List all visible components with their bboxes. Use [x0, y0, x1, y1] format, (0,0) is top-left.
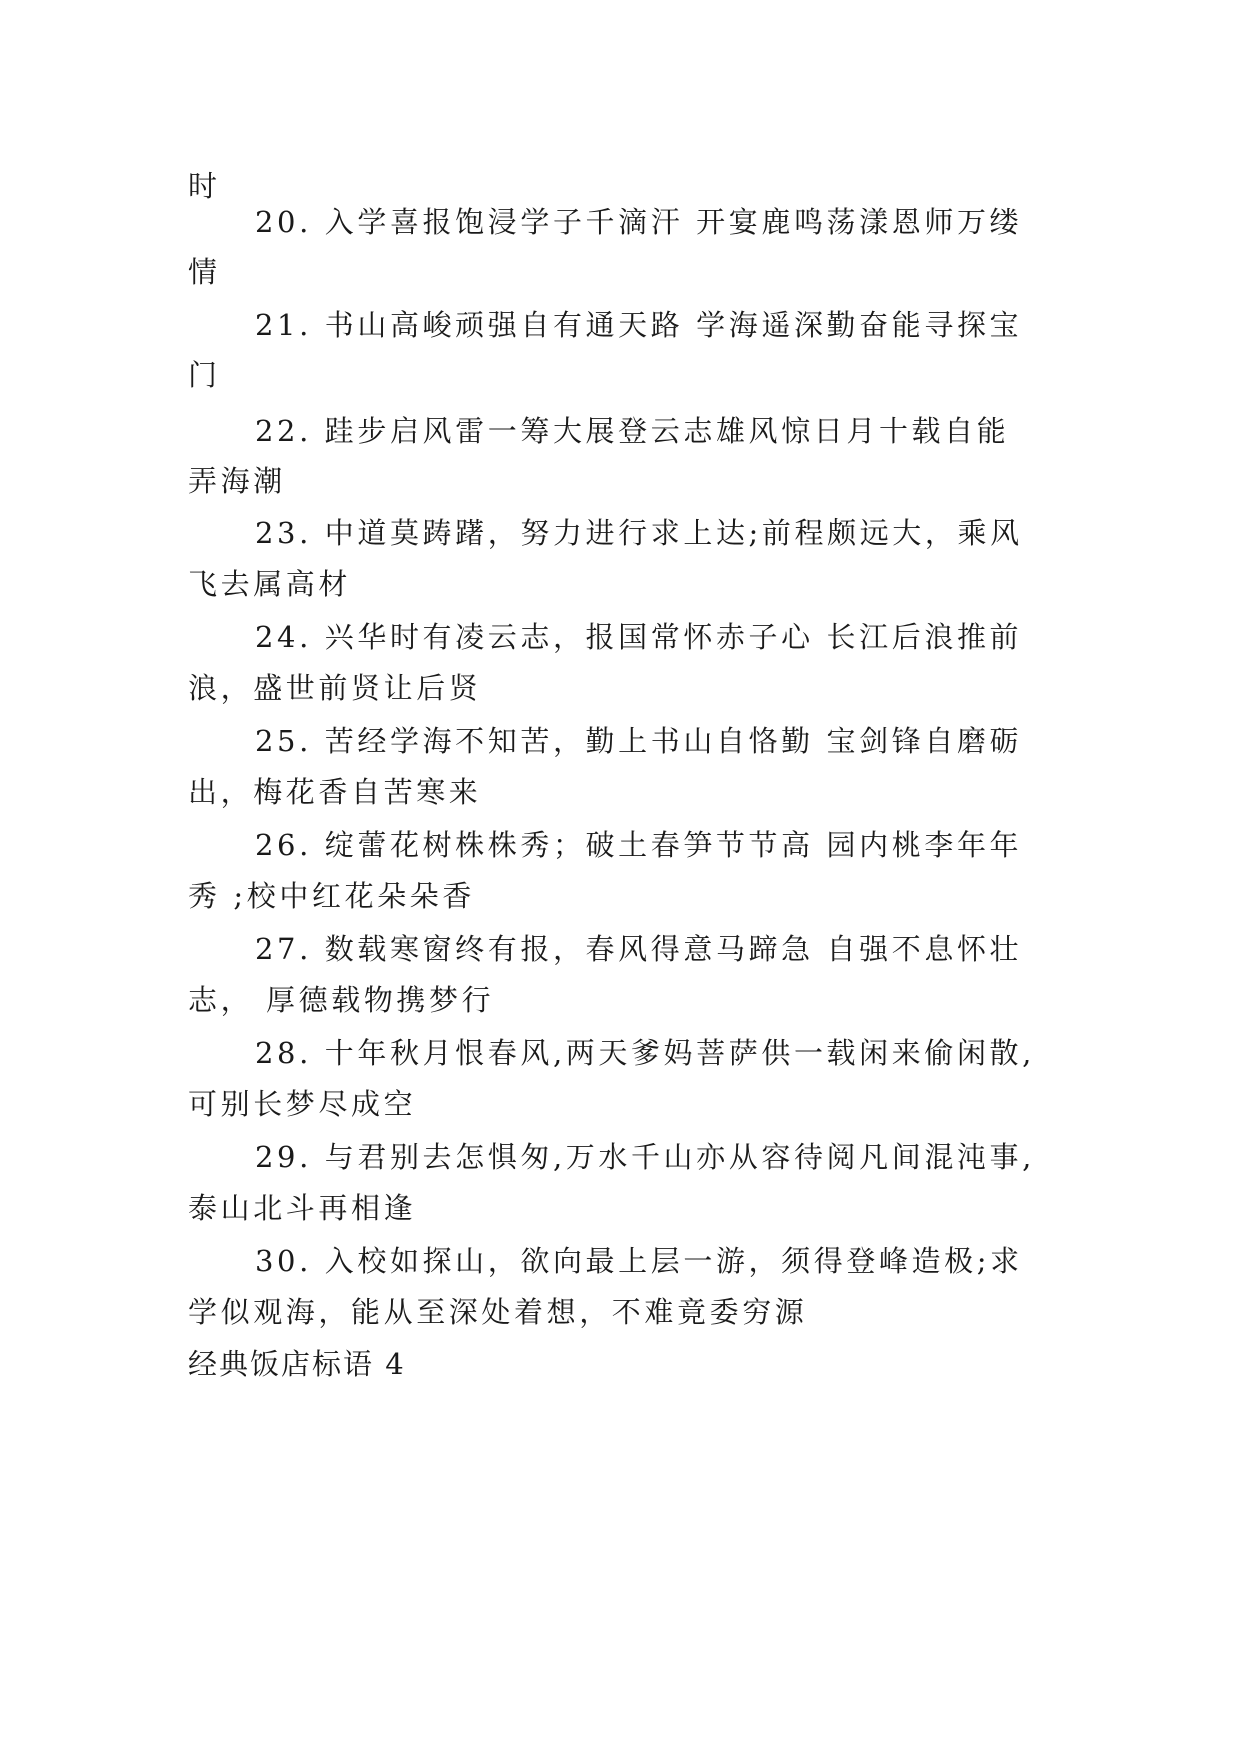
slogan-22-line-2: 弄海潮 [188, 464, 286, 498]
slogan-25-line-1: 25. 苦经学海不知苦，勤上书山自恪勤 宝剑锋自磨砺 [255, 724, 1023, 758]
slogan-20-line-2: 情 [188, 255, 221, 289]
text-line: 时 [188, 169, 221, 203]
slogan-25-line-2: 出，梅花香自苦寒来 [188, 775, 482, 809]
slogan-24-line-2: 浪，盛世前贤让后贤 [188, 671, 482, 705]
slogan-30-line-2: 学似观海，能从至深处着想，不难竟委穷源 [188, 1295, 808, 1329]
slogan-28-line-2: 可别长梦尽成空 [188, 1087, 417, 1121]
slogan-21-line-1: 21. 书山高峻顽强自有通天路 学海遥深勤奋能寻探宝 [255, 308, 1023, 342]
slogan-28-line-1: 28. 十年秋月恨春风,两天爹妈菩萨供一载闲来偷闲散, [255, 1036, 1035, 1070]
slogan-22-line-1: 22. 跬步启风雷一筹大展登云志雄风惊日月十载自能 [255, 414, 1010, 448]
slogan-26-line-1: 26. 绽蕾花树株株秀；破土春笋节节高 园内桃李年年 [255, 828, 1023, 862]
slogan-23-line-2: 飞去属高材 [188, 567, 352, 601]
slogan-29-line-1: 29. 与君别去怎惧匆,万水千山亦从容待阅凡间混沌事, [255, 1140, 1035, 1174]
section-heading: 经典饭店标语 4 [188, 1347, 406, 1381]
slogan-26-line-2: 秀 ;校中红花朵朵香 [188, 879, 475, 913]
slogan-24-line-1: 24. 兴华时有凌云志，报国常怀赤子心 长江后浪推前 [255, 620, 1023, 654]
slogan-20-line-1: 20. 入学喜报饱浸学子千滴汗 开宴鹿鸣荡漾恩师万缕 [255, 205, 1023, 239]
slogan-23-line-1: 23. 中道莫踌躇，努力进行求上达;前程颇远大，乘风 [255, 516, 1023, 550]
slogan-29-line-2: 泰山北斗再相逢 [188, 1191, 417, 1225]
slogan-27-line-2: 志， 厚德载物携梦行 [188, 983, 495, 1017]
slogan-27-line-1: 27. 数载寒窗终有报，春风得意马蹄急 自强不息怀壮 [255, 932, 1023, 966]
slogan-21-line-2: 门 [188, 358, 221, 392]
slogan-30-line-1: 30. 入校如探山，欲向最上层一游，须得登峰造极;求 [255, 1244, 1023, 1278]
